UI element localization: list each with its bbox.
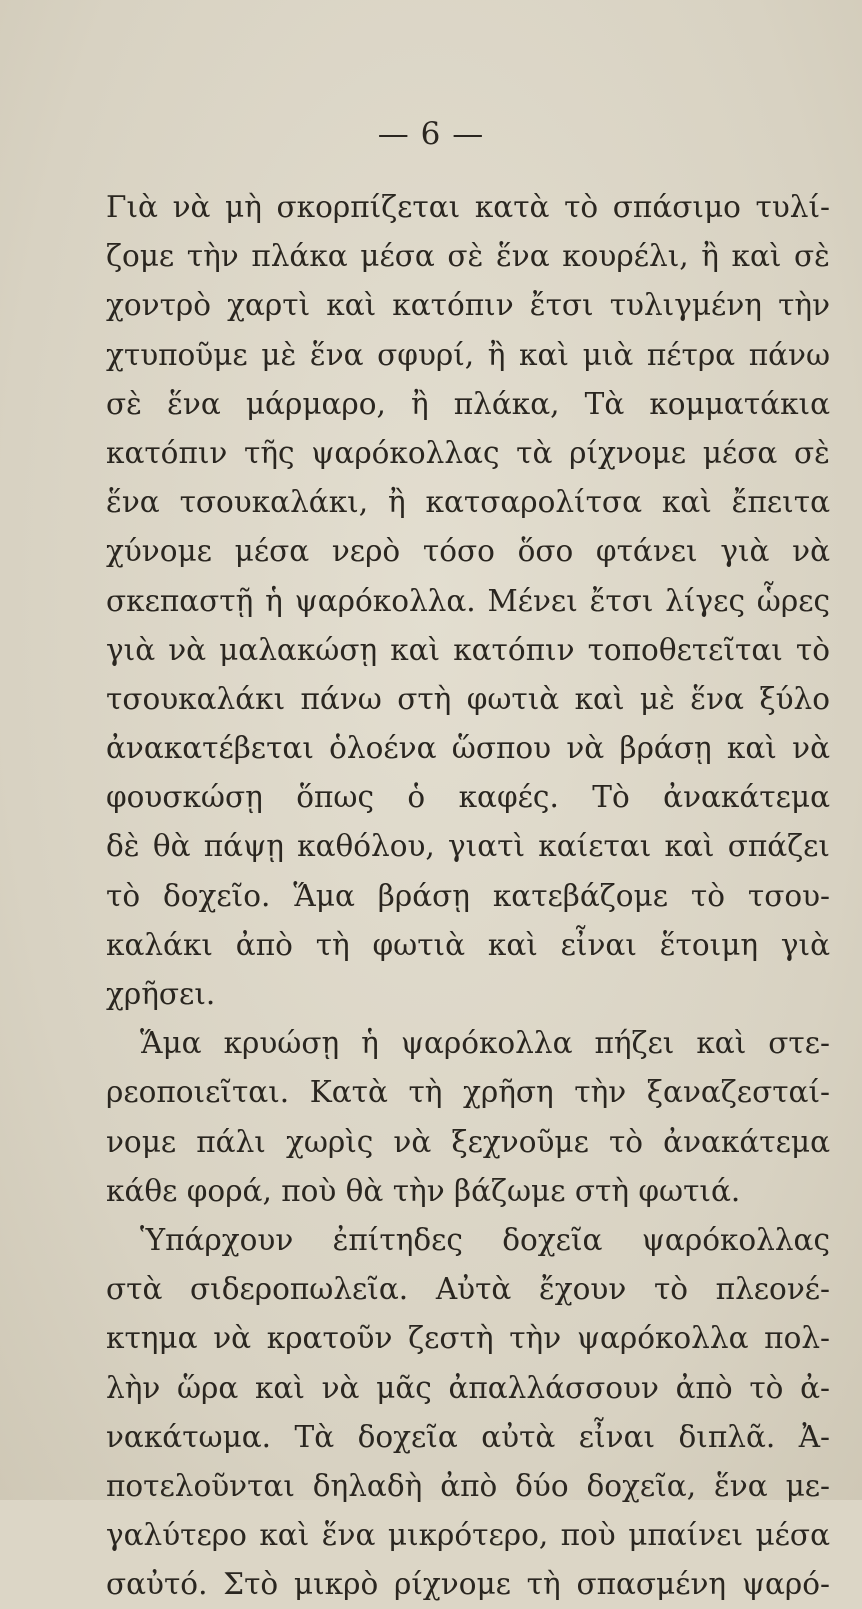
text-line: σαὐτό. Στὸ μικρὸ ρίχνομε τὴ σπασμένη ψαρό-	[106, 1567, 830, 1602]
text-line: Ἅμα κρυώσῃ ἡ ψαρόκολλα πήζει καὶ στε-	[140, 1026, 830, 1061]
page-number: — 6 —	[377, 116, 485, 152]
text-line: νακάτωμα. Τὰ δοχεῖα αὐτὰ εἶναι διπλᾶ. Ἀ-	[106, 1419, 830, 1454]
text-line: τὸ δοχεῖο. Ἅμα βράσῃ κατεβάζομε τὸ τσου-	[106, 878, 830, 913]
text-line: καλάκι ἀπὸ τὴ φωτιὰ καὶ εἶναι ἕτοιμη γιὰ	[106, 927, 830, 962]
text-line: σκεπαστῇ ἡ ψαρόκολλα. Μένει ἔτσι λίγες ὧρες	[106, 583, 830, 618]
text-line: ζομε τὴν πλάκα μέσα σὲ ἕνα κουρέλι, ἢ καὶ σὲ	[106, 239, 830, 274]
text-line: κτημα νὰ κρατοῦν ζεστὴ τὴν ψαρόκολλα πολ-	[106, 1321, 830, 1356]
text-line: στὰ σιδεροπωλεῖα. Αὐτὰ ἔχουν τὸ πλεονέ-	[106, 1272, 830, 1307]
text-line: ἕνα τσουκαλάκι, ἢ κατσαρολίτσα καὶ ἔπειτα	[106, 485, 830, 520]
text-line: ρεοποιεῖται. Κατὰ τὴ χρῆση τὴν ξαναζεσταί-	[106, 1075, 830, 1110]
body-text	[106, 183, 830, 1609]
text-line: λὴν ὥρα καὶ νὰ μᾶς ἀπαλλάσσουν ἀπὸ τὸ ἀ-	[106, 1370, 830, 1405]
text-line: χοντρὸ χαρτὶ καὶ κατόπιν ἔτσι τυλιγμένη τὴν	[106, 288, 830, 323]
text-line: τσουκαλάκι πάνω στὴ φωτιὰ καὶ μὲ ἕνα ξύλο	[106, 681, 830, 716]
text-line: χύνομε μέσα νερὸ τόσο ὅσο φτάνει γιὰ νὰ	[106, 534, 830, 569]
text-line: δὲ θὰ πάψῃ καθόλου, γιατὶ καίεται καὶ σπάζει	[106, 829, 830, 864]
text-line: φουσκώσῃ ὅπως ὁ καφές. Τὸ ἀνακάτεμα	[106, 780, 830, 815]
text-line: γιὰ νὰ μαλακώσῃ καὶ κατόπιν τοποθετεῖται τὸ	[106, 632, 830, 667]
text-line: κατόπιν τῆς ψαρόκολλας τὰ ρίχνομε μέσα σὲ	[106, 435, 830, 470]
text-line: γαλύτερο καὶ ἕνα μικρότερο, ποὺ μπαίνει μέσα	[106, 1518, 830, 1553]
text-line: κάθε φορά, ποὺ θὰ τὴν βάζωμε στὴ φωτιά.	[106, 1173, 741, 1208]
text-line: Γιὰ νὰ μὴ σκορπίζεται κατὰ τὸ σπάσιμο τυλί-	[106, 190, 830, 224]
text-line: ποτελοῦνται δηλαδὴ ἀπὸ δύο δοχεῖα, ἕνα με-	[106, 1468, 830, 1503]
text-line: ἀνακατέβεται ὁλοένα ὥσπου νὰ βράσῃ καὶ νὰ	[106, 731, 830, 766]
text-line: χτυποῦμε μὲ ἕνα σφυρί, ἢ καὶ μιὰ πέτρα πάνω	[106, 337, 830, 372]
text-line: σὲ ἕνα μάρμαρο, ἢ πλάκα, Τὰ κομματάκια	[106, 386, 830, 421]
text-line: νομε πάλι χωρὶς νὰ ξεχνοῦμε τὸ ἀνακάτεμα	[106, 1124, 830, 1159]
text-line: χρῆσει.	[106, 977, 216, 1011]
text-line: Ὑπάρχουν ἐπίτηδες δοχεῖα ψαρόκολλας	[140, 1222, 830, 1257]
